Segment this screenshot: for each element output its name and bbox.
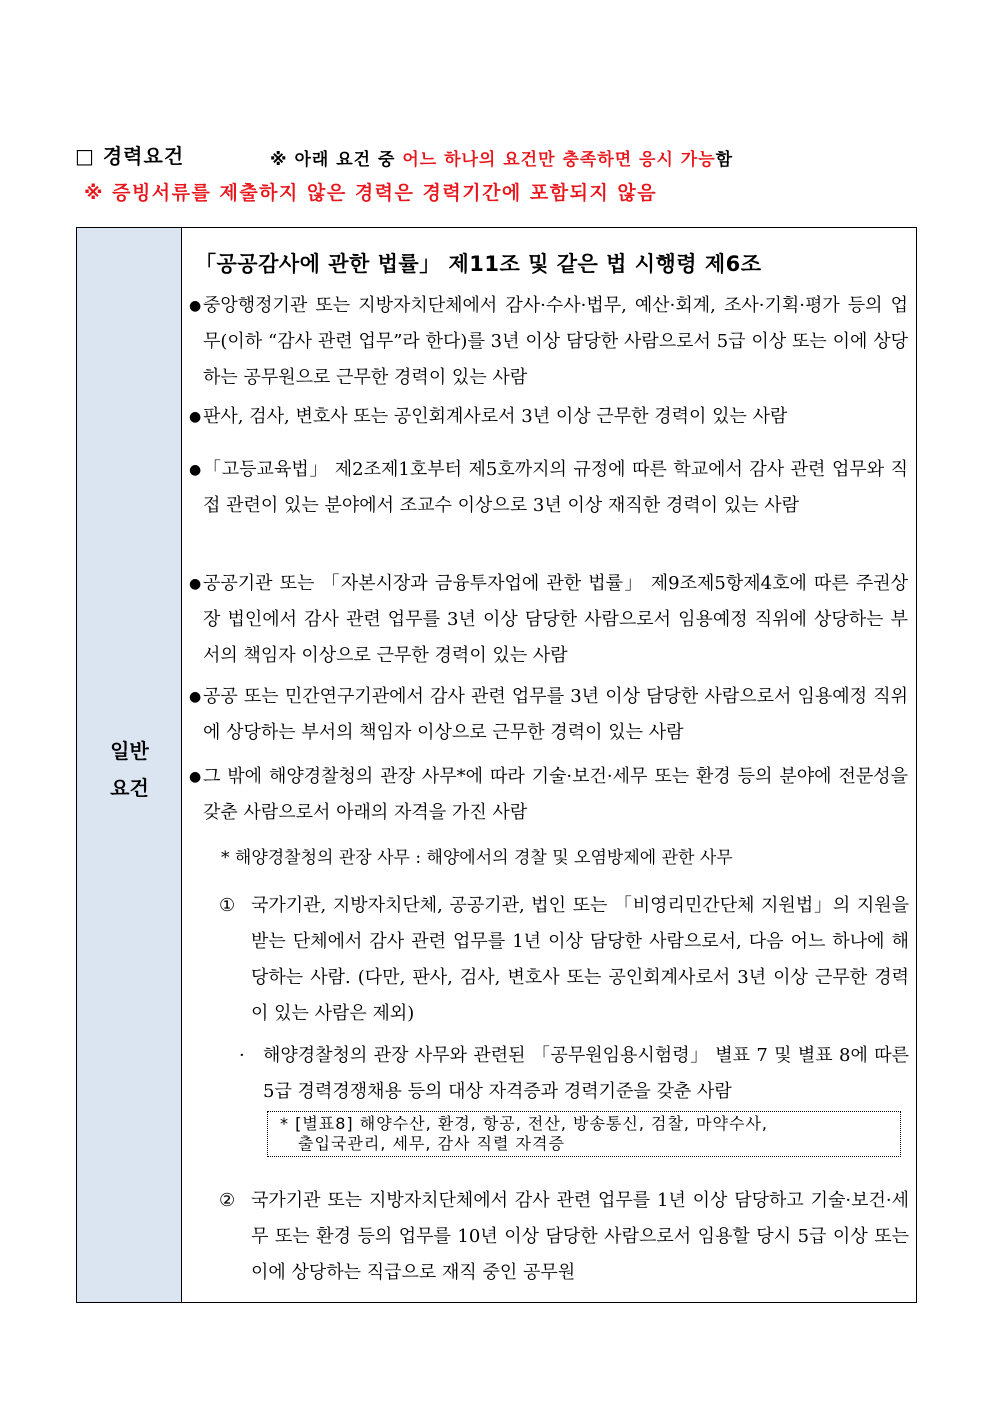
bullet-text: 공공기관 또는 「자본시장과 금융투자업에 관한 법률」 제9조제5항제4호에 따른 주권상장 법인에서 감사 관련 업무를 3년 이상 담당한 사람으로서 임용예정 직위에 상당하는 부서의 책임자 이상으로 근무한 경력이 있는 사람 — [203, 573, 908, 666]
item-number: ② — [219, 1190, 236, 1211]
note-suffix: 함 — [715, 150, 734, 170]
section-title: □ 경력요건 — [75, 144, 185, 168]
bullet-dot: ● — [189, 462, 202, 478]
numbered-item-1 — [219, 888, 909, 1032]
list-item — [189, 759, 908, 831]
bullet-dot: ● — [189, 769, 202, 785]
bullet-dot: ● — [189, 576, 202, 592]
annex-note-line2: 출입국관리, 세무, 감사 직렬 자격증 — [298, 1134, 565, 1153]
law-title: 「공공감사에 관한 법률」 제11조 및 같은 법 시행령 제6조 — [195, 252, 762, 276]
bullet-text: 그 밖에 해양경찰청의 관장 사무*에 따라 기술·보건·세무 또는 환경 등의 분야에 전문성을 갖춘 사람으로서 아래의 자격을 가진 사람 — [203, 766, 908, 823]
list-item — [189, 288, 908, 396]
list-item — [189, 452, 908, 524]
eligibility-note — [270, 145, 733, 170]
label-cell — [77, 228, 182, 1302]
sub-item-text: 해양경찰청의 관장 사무와 관련된 「공무원임용시험령」 별표 7 및 별표 8에 따른 5급 경력경쟁채용 등의 대상 자격증과 경력기준을 갖춘 사람 — [263, 1045, 909, 1102]
bullet-text: 판사, 검사, 변호사 또는 공인회계사로서 3년 이상 근무한 경력이 있는 사람 — [203, 406, 788, 427]
footnote: * 해양경찰청의 관장 사무 : 해양에서의 경찰 및 오염방제에 관한 사무 — [221, 848, 733, 868]
list-item — [189, 399, 908, 435]
bullet-text: 중앙행정기관 또는 지방자치단체에서 감사·수사·법무, 예산·회계, 조사·기획·평가 등의 업무(이하 “감사 관련 업무”라 한다)를 3년 이상 담당한 사람으로서 5급 이상 또는 이에 상당하는 공무원으로 근무한 경력이 있는 사람 — [203, 295, 908, 388]
bullet-dot: ● — [189, 689, 202, 705]
numbered-item-2 — [219, 1183, 909, 1291]
bullet-text: 「고등교육법」 제2조제1호부터 제5호까지의 규정에 따른 학교에서 감사 관련 업무와 직접 관련이 있는 분야에서 조교수 이상으로 3년 이상 재직한 경력이 있는 사람 — [203, 459, 908, 516]
content-cell — [183, 228, 916, 1302]
bullet-dot: ● — [189, 409, 202, 425]
annex-note-box — [267, 1111, 901, 1157]
item-text: 국가기관, 지방자치단체, 공공기관, 법인 또는 「비영리민간단체 지원법」의 지원을 받는 단체에서 감사 관련 업무를 1년 이상 담당한 사람으로서, 다음 어느 하나에 해당하는 사람. (다만, 판사, 검사, 변호사 또는 공인회계사로서 3년 이상 근무한 경력이 있는 사람은 제외) — [251, 895, 909, 1024]
label-line2: 요건 — [110, 776, 149, 800]
annex-note-line1: * [별표8] 해양수산, 환경, 항공, 전산, 방송통신, 검찰, 마약수사, — [280, 1114, 768, 1133]
list-item — [189, 566, 908, 674]
label-text — [77, 733, 182, 807]
document-warning: ※ 증빙서류를 제출하지 않은 경력은 경력기간에 포함되지 않음 — [84, 182, 658, 204]
note-highlight: 어느 하나의 요건만 충족하면 응시 가능 — [402, 150, 716, 170]
sub-item — [239, 1038, 909, 1110]
bullet-dot: ● — [189, 298, 202, 314]
label-line1: 일반 — [110, 739, 149, 763]
bullet-text: 공공 또는 민간연구기관에서 감사 관련 업무를 3년 이상 담당한 사람으로서 임용예정 직위에 상당하는 부서의 책임자 이상으로 근무한 경력이 있는 사람 — [203, 686, 908, 743]
requirements-table — [76, 227, 917, 1303]
section-heading-row — [75, 138, 925, 172]
item-text: 국가기관 또는 지방자치단체에서 감사 관련 업무를 1년 이상 담당하고 기술·보건·세무 또는 환경 등의 업무를 10년 이상 담당한 사람으로서 임용할 당시 5급 이상 또는 이에 상당하는 직급으로 재직 중인 공무원 — [251, 1190, 909, 1283]
item-number: ① — [219, 895, 236, 916]
list-item — [189, 679, 908, 751]
note-prefix: ※ 아래 요건 중 — [270, 150, 403, 170]
sub-bullet-dot: · — [239, 1045, 245, 1066]
